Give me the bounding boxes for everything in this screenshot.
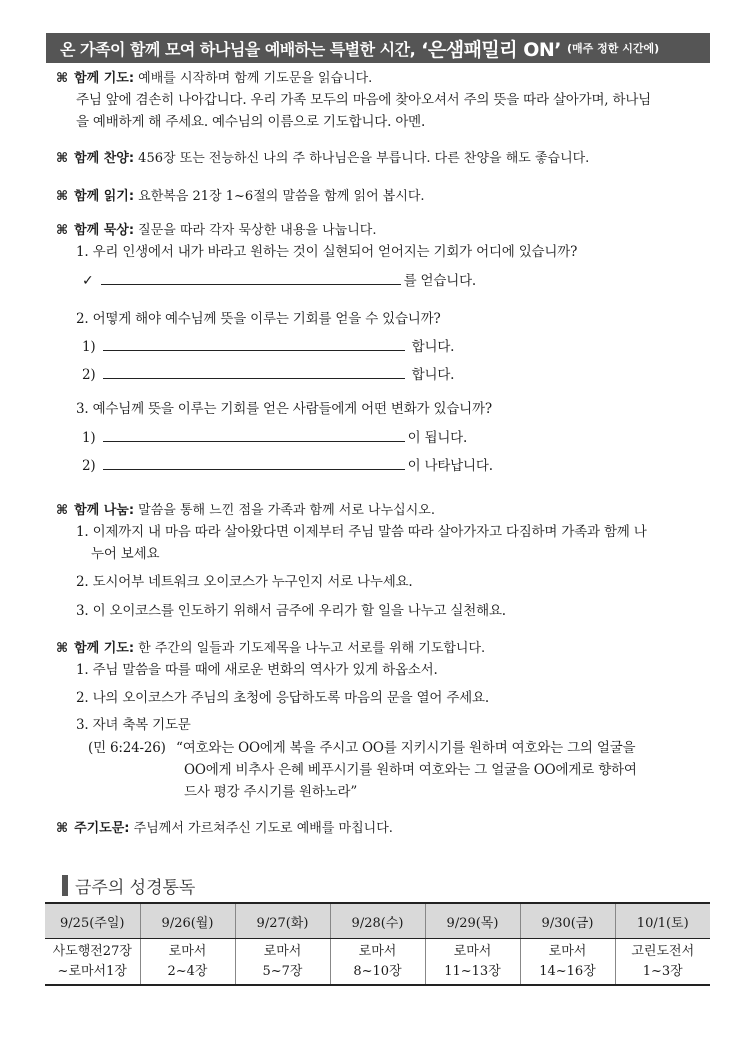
section-mark-icon: ⌘ xyxy=(56,223,69,238)
section-lords-prayer xyxy=(56,817,393,840)
section-opening-prayer xyxy=(56,67,372,90)
answer-number: 2) xyxy=(82,458,96,474)
section-meditation xyxy=(56,219,376,242)
section-reading xyxy=(56,185,425,208)
reading-cell xyxy=(425,939,520,986)
day-header: 9/25(주일) xyxy=(45,903,140,939)
prayer-item: 3. 자녀 축복 기도문 xyxy=(76,717,191,733)
answer-number: 2) xyxy=(82,367,96,383)
question-1: 1. 우리 인생에서 내가 바라고 원하는 것이 실현되어 얻어지는 기회가 어디에 있습니까? xyxy=(76,244,578,260)
verse-line: 드사 평강 주시기를 원하노라” xyxy=(184,784,358,800)
sharing-item: 2. 도시어부 네트워크 오이코스가 누구인지 서로 나누세요. xyxy=(76,574,413,590)
title-banner xyxy=(46,33,710,63)
answer-suffix: 합니다. xyxy=(411,339,455,355)
reading-chapters: 1~3장 xyxy=(642,964,683,979)
reading-chapters: 8~10장 xyxy=(353,964,402,979)
sharing-item: 3. 이 오이코스를 인도하기 위해서 금주에 우리가 할 일을 나누고 실천해요. xyxy=(76,603,506,619)
reading-cell xyxy=(615,939,710,986)
sharing-item: 1. 이제까지 내 마음 따라 살아왔다면 이제부터 주님 말씀 따라 살아가자고 다짐하며 가족과 함께 나 xyxy=(76,524,647,540)
answer-3-2-row xyxy=(82,455,493,478)
section-prayer-together xyxy=(56,637,485,660)
section-description: 456장 또는 전능하신 나의 주 하나님은을 부릅니다. 다른 찬양을 해도 좋습니다. xyxy=(138,151,590,166)
reading-chapters: ~로마서1장 xyxy=(57,964,127,979)
day-header: 9/28(수) xyxy=(330,903,425,939)
answer-3-1-row xyxy=(82,427,467,450)
reading-book: 고린도전서 xyxy=(631,944,695,959)
verse-line: OO에게 비추사 은혜 베푸시기를 원하며 여호와는 그 얼굴을 OO에게로 향하여 xyxy=(184,762,637,778)
reading-book: 로마서 xyxy=(358,944,397,959)
answer-suffix: 를 얻습니다. xyxy=(403,273,477,289)
section-mark-icon: ⌘ xyxy=(56,71,69,86)
reading-cell xyxy=(520,939,615,986)
answer-2-2-row xyxy=(82,364,454,387)
answer-1-row xyxy=(82,270,476,293)
verse-reference: (민 6:24-26) xyxy=(88,740,166,756)
section-description: 주님께서 가르쳐주신 기도로 예배를 마칩니다. xyxy=(133,821,393,836)
reading-chapters: 5~7장 xyxy=(262,964,303,979)
question-2: 2. 어떻게 해야 예수님께 뜻을 이루는 기회를 얻을 수 있습니까? xyxy=(76,311,441,327)
reading-chapters: 2~4장 xyxy=(167,964,208,979)
reading-book: 로마서 xyxy=(263,944,302,959)
verse-line: “여호와는 OO에게 복을 주시고 OO를 지키시기를 원하며 여호와는 그의 얼굴을 xyxy=(176,740,636,756)
table-row xyxy=(45,939,710,986)
reading-cell xyxy=(330,939,425,986)
banner-brand: ‘은샘패밀리 ON’ xyxy=(421,38,562,61)
day-header: 10/1(토) xyxy=(615,903,710,939)
section-description: 말씀을 통해 느낀 점을 가족과 함께 서로 나누십시오. xyxy=(138,503,435,518)
day-header: 9/29(목) xyxy=(425,903,520,939)
answer-blank[interactable] xyxy=(103,364,405,379)
answer-number: 1) xyxy=(82,339,96,355)
answer-suffix: 이 나타납니다. xyxy=(407,458,493,474)
section-description: 요한복음 21장 1~6절의 말씀을 함께 읽어 봅시다. xyxy=(138,189,425,204)
reading-book: 사도행전27장 xyxy=(52,944,132,959)
section-description: 질문을 따라 각자 묵상한 내용을 나눕니다. xyxy=(138,223,377,238)
check-icon: ✓ xyxy=(82,273,94,289)
sharing-item: 누어 보세요 xyxy=(91,546,160,562)
answer-number: 1) xyxy=(82,430,96,446)
section-description: 한 주간의 일들과 기도제목을 나누고 서로를 위해 기도합니다. xyxy=(138,641,486,656)
banner-note: (매주 정한 시간에) xyxy=(567,42,660,55)
section-mark-icon: ⌘ xyxy=(56,641,69,656)
banner-title: 온 가족이 함께 모여 하나님을 예배하는 특별한 시간, xyxy=(60,39,416,59)
title-bar-decoration xyxy=(62,875,68,896)
question-3: 3. 예수님께 뜻을 이루는 기회를 얻은 사람들에게 어떤 변화가 있습니까? xyxy=(76,401,492,417)
section-heading: 함께 찬양: xyxy=(74,151,135,166)
answer-blank[interactable] xyxy=(103,455,405,470)
section-mark-icon: ⌘ xyxy=(56,503,69,518)
section-heading: 주기도문: xyxy=(74,821,130,836)
reading-chapters: 11~13장 xyxy=(444,964,501,979)
reading-chapters: 14~16장 xyxy=(539,964,596,979)
answer-suffix: 합니다. xyxy=(411,367,455,383)
day-header: 9/30(금) xyxy=(520,903,615,939)
reading-cell xyxy=(235,939,330,986)
prayer-item: 2. 나의 오이코스가 주님의 초청에 응답하도록 마음의 문을 열어 주세요. xyxy=(76,690,489,706)
reading-schedule-table xyxy=(45,902,710,986)
section-description: 예배를 시작하며 함께 기도문을 읽습니다. xyxy=(138,71,373,86)
prayer-text-line: 주님 앞에 겸손히 나아갑니다. 우리 가족 모두의 마음에 찾아오셔서 주의 뜻을 따라 살아가며, 하나님 xyxy=(76,92,652,108)
section-mark-icon: ⌘ xyxy=(56,821,69,836)
prayer-item: 1. 주님 말씀을 따를 때에 새로운 변화의 역사가 있게 하옵소서. xyxy=(76,662,438,678)
section-heading: 함께 나눔: xyxy=(74,503,135,518)
reading-cell xyxy=(140,939,235,986)
reading-book: 로마서 xyxy=(453,944,492,959)
answer-blank[interactable] xyxy=(103,427,405,442)
section-heading: 함께 읽기: xyxy=(74,189,135,204)
answer-suffix: 이 됩니다. xyxy=(407,430,468,446)
reading-cell xyxy=(45,939,140,986)
day-header: 9/27(화) xyxy=(235,903,330,939)
section-mark-icon: ⌘ xyxy=(56,189,69,204)
answer-2-1-row xyxy=(82,336,454,359)
prayer-text-line: 을 예배하게 해 주세요. 예수님의 이름으로 기도합니다. 아멘. xyxy=(76,114,426,130)
answer-blank[interactable] xyxy=(101,270,401,285)
schedule-title xyxy=(62,873,195,898)
day-header: 9/26(월) xyxy=(140,903,235,939)
answer-blank[interactable] xyxy=(103,336,405,351)
reading-book: 로마서 xyxy=(548,944,587,959)
section-praise xyxy=(56,147,589,170)
reading-book: 로마서 xyxy=(168,944,207,959)
section-heading: 함께 기도: xyxy=(74,71,135,86)
section-heading: 함께 기도: xyxy=(74,641,135,656)
table-header-row xyxy=(45,903,710,939)
section-mark-icon: ⌘ xyxy=(56,151,69,166)
section-sharing xyxy=(56,499,435,522)
schedule-title-text: 금주의 성경통독 xyxy=(75,878,196,898)
section-heading: 함께 묵상: xyxy=(74,223,135,238)
